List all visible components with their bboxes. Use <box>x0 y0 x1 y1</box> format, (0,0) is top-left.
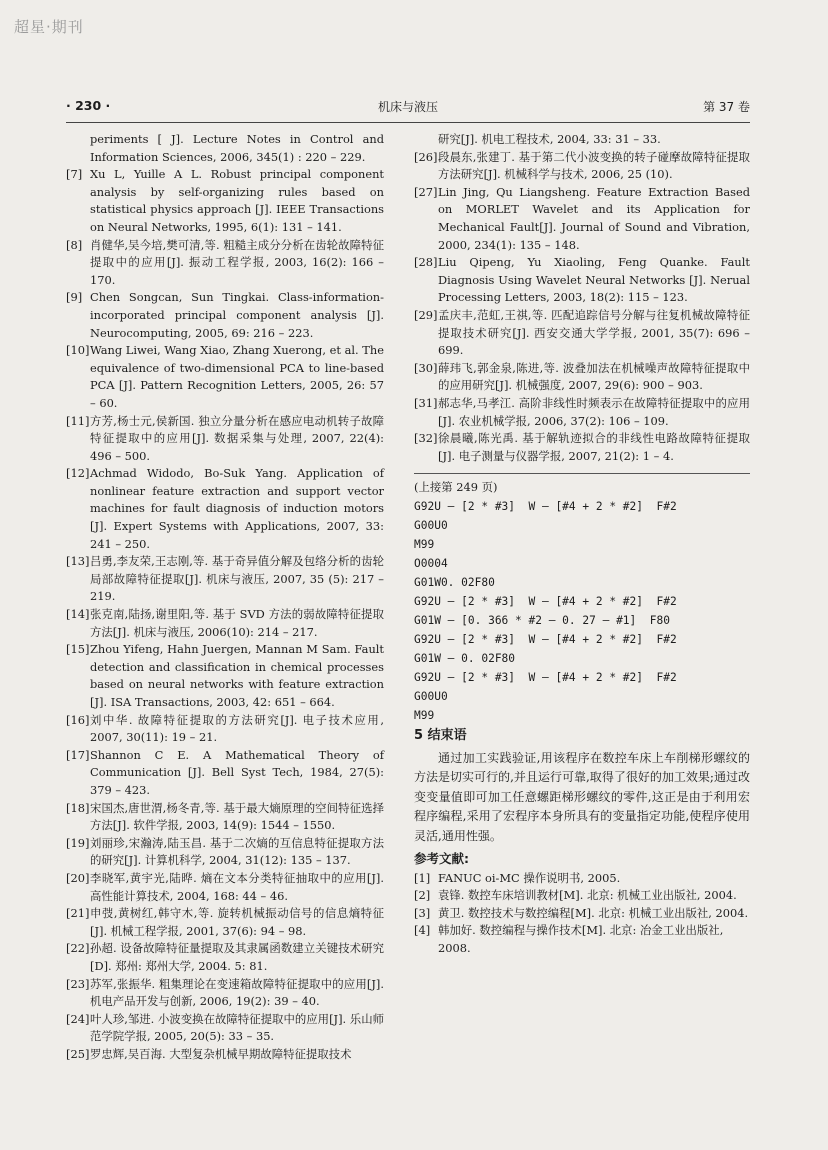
reference-number: [32] <box>414 431 438 446</box>
reference-item <box>66 976 384 1011</box>
reference-number: [2] <box>414 888 431 903</box>
reference-item <box>66 1011 384 1046</box>
reference-text: Zhou Yifeng, Hahn Juergen, Mannan M Sam. Fault detection and classification in chemical processes based on neural networks with feature extraction [J]. ISA Transactions, 2003, 42: 651 – 664. <box>90 642 384 709</box>
reference-number: [18] <box>66 800 90 815</box>
code-line: O0004 <box>414 557 448 571</box>
left-column <box>66 131 384 1063</box>
page-number: · 230 · <box>66 98 111 113</box>
code-line: G01W – 0. 02F80 <box>414 652 516 666</box>
reference-text: 罗忠辉,吴百海. 大型复杂机械早期故障特征提取技术 <box>90 1046 352 1061</box>
reference-text: 刘中华. 故障特征提取的方法研究[J]. 电子技术应用, 2007, 30(11): 19 – 21. <box>90 712 384 745</box>
reference-number: [12] <box>66 466 90 481</box>
reference-item <box>66 747 384 800</box>
reference-number: [1] <box>414 870 431 885</box>
reference-number: [19] <box>66 835 90 850</box>
reference-text: Xu L, Yuille A L. Robust principal component analysis by self-organizing rules based on statistical physics approach [J]. IEEE Transactions on Neural Networks, 1995, 6(1): 131 – 141. <box>90 167 384 234</box>
reference-text: 李晓军,黄宇光,陆晔. 熵在文本分类特征抽取中的应用[J]. 高性能计算技术, 2004, 168: 44 – 46. <box>90 870 384 903</box>
reference-item <box>66 342 384 412</box>
reference-text: periments [ J]. Lecture Notes in Control and Information Sciences, 2006, 345(1) : 220 – 229. <box>90 132 384 164</box>
code-line: G92U – [2 * #3] W – [#4 + 2 * #2] F#2 <box>414 633 677 647</box>
reference-number: [27] <box>414 184 438 199</box>
volume-label: 第 37 卷 <box>703 100 750 114</box>
reference-item <box>66 413 384 466</box>
short-reference-list <box>414 870 750 958</box>
reference-number: [26] <box>414 149 438 164</box>
references-heading: 参考文献: <box>414 850 469 866</box>
reference-item <box>414 395 750 430</box>
reference-item <box>414 254 750 307</box>
code-line: G01W0. 02F80 <box>414 576 495 590</box>
reference-text: Achmad Widodo, Bo-Suk Yang. Application of nonlinear feature extraction and support vector machines for fault diagnosis of induction motors [J]. Expert Systems with Applications, 2007, 33: 241 – 250. <box>90 466 384 551</box>
reference-text: 段晨东,张建丁. 基于第二代小波变换的转子碰摩故障特征提取方法研究[J]. 机械科学与技术, 2006, 25 (10). <box>438 149 750 182</box>
reference-item <box>66 289 384 342</box>
reference-number: [15] <box>66 642 90 657</box>
right-reference-list <box>414 131 750 465</box>
reference-item <box>414 870 750 888</box>
continued-note: (上接第 249 页) <box>414 480 498 495</box>
reference-item <box>66 237 384 290</box>
reference-item <box>414 149 750 184</box>
code-line: G92U – [2 * #3] W – [#4 + 2 * #2] F#2 <box>414 595 677 609</box>
reference-item <box>66 905 384 940</box>
reference-number: [7] <box>66 167 83 182</box>
reference-number: [31] <box>414 395 438 410</box>
reference-text: 郝志华,马孝江. 高阶非线性时频表示在故障特征提取中的应用[J]. 农业机械学报, 2006, 37(2): 106 – 109. <box>438 395 750 428</box>
reference-text: 宋国杰,唐世渭,杨冬青,等. 基于最大熵原理的空间特征选择方法[J]. 软件学报, 2003, 14(9): 1544 – 1550. <box>90 800 384 833</box>
reference-number: [3] <box>414 905 431 920</box>
reference-text: Chen Songcan, Sun Tingkai. Class-information-incorporated principal component analysis [J]. Neurocomputing, 2005, 69: 216 – 223. <box>90 290 384 340</box>
journal-title: 机床与液压 <box>377 100 438 114</box>
reference-text: 方芳,杨士元,侯新国. 独立分量分析在感应电动机转子故障特征提取中的应用[J]. 数据采集与处理, 2007, 22(4): 496 – 500. <box>90 413 384 463</box>
reference-item <box>66 800 384 835</box>
reference-number: [30] <box>414 360 438 375</box>
reference-item <box>414 131 750 149</box>
reference-number: [25] <box>66 1046 90 1061</box>
reference-item <box>66 1046 384 1064</box>
divider <box>414 473 750 474</box>
reference-text: 张克南,陆扬,谢里阳,等. 基于 SVD 方法的弱故障特征提取方法[J]. 机床与液压, 2006(10): 214 – 217. <box>90 607 384 639</box>
reference-item <box>414 905 750 923</box>
code-line: G00U0 <box>414 690 448 704</box>
reference-text: 薛玮飞,郭金泉,陈进,等. 波叠加法在机械噪声故障特征提取中的应用研究[J]. 机械强度, 2007, 29(6): 900 – 903. <box>438 360 750 393</box>
reference-text: FANUC oi-MC 操作说明书, 2005. <box>438 870 621 885</box>
reference-item <box>414 430 750 465</box>
code-line: M99 <box>414 709 435 723</box>
reference-number: [9] <box>66 290 83 305</box>
reference-item <box>66 166 384 236</box>
section-title: 5 结束语 <box>414 728 467 744</box>
right-column <box>414 131 750 957</box>
reference-text: Shannon C E. A Mathematical Theory of Communication [J]. Bell Syst Tech, 1984, 27(5): 379 – 423. <box>90 747 384 797</box>
reference-item <box>66 940 384 975</box>
reference-number: [8] <box>66 237 83 252</box>
reference-item <box>66 131 384 166</box>
reference-text: 研究[J]. 机电工程技术, 2004, 33: 31 – 33. <box>438 132 661 146</box>
reference-number: [17] <box>66 747 90 762</box>
reference-number: [20] <box>66 870 90 885</box>
reference-number: [22] <box>66 941 90 956</box>
code-line: G92U – [2 * #3] W – [#4 + 2 * #2] F#2 <box>414 671 677 685</box>
reference-text: 苏军,张振华. 粗集理论在变速箱故障特征提取中的应用[J]. 机电产品开发与创新, 2006, 19(2): 39 – 40. <box>90 976 384 1009</box>
reference-text: 叶人珍,邹进. 小波变换在故障特征提取中的应用[J]. 乐山师范学院学报, 2005, 20(5): 33 – 35. <box>90 1011 384 1044</box>
reference-text: 韩加好. 数控编程与操作技术[M]. 北京: 冶金工业出版社, 2008. <box>438 923 724 955</box>
reference-item <box>66 606 384 641</box>
reference-item <box>414 360 750 395</box>
reference-item <box>66 641 384 711</box>
reference-number: [29] <box>414 307 438 322</box>
reference-item <box>66 870 384 905</box>
watermark-logo: 超星·期刊 <box>14 18 84 36</box>
reference-item <box>414 307 750 360</box>
reference-number: [13] <box>66 554 90 569</box>
reference-text: 申弢,黄树红,韩守木,等. 旋转机械振动信号的信息熵特征[J]. 机械工程学报, 2001, 37(6): 94 – 98. <box>90 906 384 938</box>
code-line: G92U – [2 * #3] W – [#4 + 2 * #2] F#2 <box>414 500 677 514</box>
reference-number: [23] <box>66 976 90 991</box>
code-line: G01W – [0. 366 * #2 – 0. 27 – #1] F80 <box>414 614 670 628</box>
reference-item <box>414 887 750 905</box>
reference-item <box>66 553 384 606</box>
reference-number: [28] <box>414 255 438 270</box>
code-block <box>414 497 750 725</box>
reference-number: [24] <box>66 1011 90 1026</box>
reference-number: [4] <box>414 923 431 938</box>
code-line: G00U0 <box>414 519 448 533</box>
reference-number: [11] <box>66 413 90 428</box>
reference-item <box>66 465 384 553</box>
reference-text: 黄卫. 数控技术与数控编程[M]. 北京: 机械工业出版社, 2004. <box>438 905 749 920</box>
reference-text: 孟庆丰,范虹,王祺,等. 匹配追踪信号分解与往复机械故障特征提取技术研究[J]. 西安交通大学学报, 2001, 35(7): 696 – 699. <box>438 307 750 358</box>
reference-text: 肖健华,吴今培,樊可清,等. 粗糙主成分分析在齿轮故障特征提取中的应用[J]. 振动工程学报, 2003, 16(2): 166 – 170. <box>90 237 384 287</box>
reference-text: Lin Jing, Qu Liangsheng. Feature Extraction Based on MORLET Wavelet and its Application for Mechanical Fault[J]. Journal of Sound and Vibration, 2000, 234(1): 135 – 148. <box>438 184 750 252</box>
reference-number: [16] <box>66 712 90 727</box>
conclusion-paragraph: 通过加工实践验证,用该程序在数控车床上车削梯形螺纹的方法是切实可行的,并且运行可靠,取得了很好的加工效果;通过改变变量值即可加工任意螺距梯形螺纹的零件,这正是由于利用宏程序编程,采用了宏程序本身所具有的变量指定功能,使程序使用灵活,通用性强。 <box>414 750 750 843</box>
reference-number: [10] <box>66 343 90 358</box>
reference-text: 袁锋. 数控车床培训教材[M]. 北京: 机械工业出版社, 2004. <box>438 888 737 903</box>
reference-number: [14] <box>66 607 90 622</box>
reference-item <box>66 712 384 747</box>
reference-text: 吕勇,李友荣,王志刚,等. 基于奇异值分解及包络分析的齿轮局部故障特征提取[J]. 机床与液压, 2007, 35 (5): 217 – 219. <box>90 554 384 604</box>
code-line: M99 <box>414 538 435 552</box>
reference-text: 孙超. 设备故障特征量提取及其隶属函数建立关键技术研究[D]. 郑州: 郑州大学, 2004. 5: 81. <box>90 941 384 973</box>
reference-text: Wang Liwei, Wang Xiao, Zhang Xuerong, et al. The equivalence of two-dimensional PCA to line-based PCA [J]. Pattern Recognition Letters, 2005, 26: 57 – 60. <box>90 343 384 410</box>
reference-item <box>414 922 750 957</box>
page-header <box>66 96 750 123</box>
reference-item <box>414 184 750 254</box>
reference-number: [21] <box>66 906 90 921</box>
reference-item <box>66 835 384 870</box>
reference-text: Liu Qipeng, Yu Xiaoling, Feng Quanke. Fault Diagnosis Using Wavelet Neural Networks [J]. Nerual Processing Letters, 2003, 18(2): 115 – 123. <box>438 255 750 305</box>
reference-text: 刘丽珍,宋瀚涛,陆玉昌. 基于二次熵的互信息特征提取方法的研究[J]. 计算机科学, 2004, 31(12): 135 – 137. <box>90 835 384 868</box>
reference-text: 徐晨曦,陈光禹. 基于解轨迹拟合的非线性电路故障特征提取[J]. 电子测量与仪器学报, 2007, 21(2): 1 – 4. <box>438 431 750 463</box>
